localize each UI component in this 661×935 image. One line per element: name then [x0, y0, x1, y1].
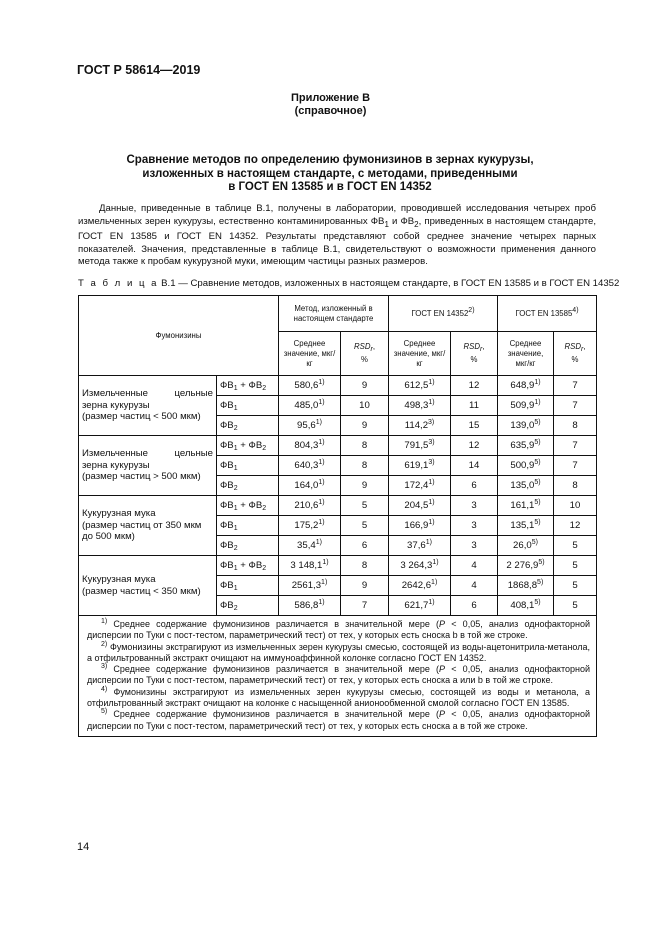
mean-value: 114,2$^{3)}$ [389, 416, 451, 436]
footnote: $^{4)}$ Фумонизины экстрагируют из измельченных зерен кукурузы смесью, состоящей из воды и метанола, а отфильтрованный экстракт очищают на колонке с насыщенной анионообменной смолой согласно ГОСТ EN 13585. [87, 685, 590, 709]
intro-text: , приведенных в настоящем стандарте, ГОСТ EN 13585 и ГОСТ EN 14352. Результаты представляют собой среднее значение четырех парных показателей. Значения, представленные в таблице В.1, свидетельствуют о возможности применения данного метода также к пробам кукурузной муки, имеющим частицы разных размеров. [78, 215, 596, 268]
footnote: $^{1)}$ Среднее содержание фумонизинов различается в значительной мере (P < 0,05, анализ однофакторной дисперсии по Туки с пост-тестом, параметрический тест) от тех, у которых есть сноска b в той же строке. [87, 618, 590, 641]
rsd-value: 8 [341, 556, 389, 576]
rsd-value: 6 [451, 596, 498, 616]
mean-value: 619,1$^{3)}$ [389, 456, 451, 476]
rsd-value: 4 [451, 576, 498, 596]
rsd-value: 5 [554, 596, 597, 616]
mean-value: 509,9$^{1)}$ [498, 396, 554, 416]
mean-value: 2561,3$^{1)}$ [279, 576, 341, 596]
table-row [79, 496, 597, 516]
mean-value: 500,9$^{5)}$ [498, 456, 554, 476]
rsd-value: 15 [451, 416, 498, 436]
sample-description [79, 376, 217, 436]
sample-description-line: Кукурузная мука [82, 508, 156, 520]
mean-value: 172,4$^{1)}$ [389, 476, 451, 496]
mean-value: 135,1$^{5)}$ [498, 516, 554, 536]
rsd-value: 5 [341, 516, 389, 536]
mean-value: 804,3$^{1)}$ [279, 436, 341, 456]
fumonisin-type: $ФВ_2$ [217, 596, 279, 616]
sample-description-line: зерна кукурузы [82, 399, 150, 411]
sample-description-line: Измельченные цельные [82, 448, 213, 460]
footnote: $^{5)}$ Среднее содержание фумонизинов различается в значительной мере (P < 0,05, анализ однофакторной дисперсии по Туки с пост-тестом, параметрический тест) от тех, у которых есть сноска a в той же строке. [87, 708, 590, 731]
table-caption-text: — Сравнение методов, изложенных в настоящем стандарте, в ГОСТ EN 13585 и в ГОСТ EN 14352 [178, 278, 620, 289]
fumonisin-type: $ФВ_1$ [217, 456, 279, 476]
rsd-value: 8 [341, 456, 389, 476]
mean-value: 586,8$^{1)}$ [279, 596, 341, 616]
mean-value: 35,4$^{1)}$ [279, 536, 341, 556]
mean-value: 648,9$^{1)}$ [498, 376, 554, 396]
sample-description-line: до 500 мкм) [82, 531, 135, 543]
mean-value-header: Среднее значение, мкг/кг [389, 332, 451, 376]
rsd-value: 3 [451, 536, 498, 556]
sample-description-line: (размер частиц < 350 мкм) [82, 585, 201, 597]
sample-description [79, 436, 217, 496]
rsd-value: 8 [554, 416, 597, 436]
table-footnotes [79, 616, 597, 737]
rsd-value: 10 [341, 396, 389, 416]
sample-description-line: зерна кукурузы [82, 459, 150, 471]
fumonisins-header: Фумонизины [79, 296, 279, 376]
intro-subscript: 1 [384, 219, 389, 229]
mean-value: 175,2$^{1)}$ [279, 516, 341, 536]
rsd-value: 9 [341, 376, 389, 396]
mean-value: 1868,8$^{5)}$ [498, 576, 554, 596]
fumonisin-type: $ФВ_2$ [217, 536, 279, 556]
rsd-value: 7 [554, 376, 597, 396]
fumonisin-type: $ФВ_2$ [217, 416, 279, 436]
mean-value: 164,0$^{1)}$ [279, 476, 341, 496]
fumonisin-type: $ФВ_1 + ФВ_2$ [217, 376, 279, 396]
rsd-value: 5 [554, 576, 597, 596]
table-caption [78, 278, 619, 289]
table-row [79, 436, 597, 456]
fumonisin-type: $ФВ_2$ [217, 476, 279, 496]
mean-value: 166,9$^{1)}$ [389, 516, 451, 536]
sample-description [79, 556, 217, 616]
rsd-value: 7 [554, 396, 597, 416]
method-header: Метод, изложенный в настоящем стандарте [279, 296, 389, 332]
mean-value: 3 148,1$^{1)}$ [279, 556, 341, 576]
method-header: ГОСТ EN 13585$^{4)}$ [498, 296, 597, 332]
fumonisin-type: $ФВ_1 + ФВ_2$ [217, 436, 279, 456]
rsd-value: 5 [341, 496, 389, 516]
mean-value: 612,5$^{1)}$ [389, 376, 451, 396]
comparison-table [78, 295, 597, 737]
mean-value-header: Среднее значение, мкг/кг [279, 332, 341, 376]
rsd-value: 7 [554, 436, 597, 456]
fumonisin-type: $ФВ_1 + ФВ_2$ [217, 496, 279, 516]
table-caption-label: Т а б л и ц а [78, 278, 159, 289]
mean-value: 2642,6$^{1)}$ [389, 576, 451, 596]
fumonisin-type: $ФВ_1$ [217, 516, 279, 536]
rsd-value: 12 [554, 516, 597, 536]
rsd-value: 6 [451, 476, 498, 496]
intro-paragraph [78, 203, 596, 269]
mean-value: 580,6$^{1)}$ [279, 376, 341, 396]
table-row [79, 376, 597, 396]
table-caption-number: В.1 [161, 278, 176, 289]
rsd-header: $RSD_r$, % [341, 332, 389, 376]
table-row [79, 556, 597, 576]
footnote: $^{3)}$ Среднее содержание фумонизинов различается в значительной мере (P < 0,05, анализ однофакторной дисперсии по Туки с пост-тестом, параметрический тест) от тех, у которых есть сноска a или b в той же строке. [87, 663, 590, 686]
rsd-value: 3 [451, 516, 498, 536]
fumonisin-type: $ФВ_1$ [217, 396, 279, 416]
sample-description-line: Измельченные цельные [82, 388, 213, 400]
heading-line: в ГОСТ EN 13585 и в ГОСТ EN 14352 [228, 181, 432, 193]
sample-description-line: (размер частиц < 500 мкм) [82, 411, 201, 423]
rsd-value: 4 [451, 556, 498, 576]
rsd-value: 9 [341, 416, 389, 436]
sample-description-line: (размер частиц > 500 мкм) [82, 471, 201, 483]
rsd-value: 12 [451, 376, 498, 396]
mean-value: 408,1$^{5)}$ [498, 596, 554, 616]
intro-text: Данные, приведенные в таблице В.1, получены в лаборатории, проводившей исследования четырех проб измельченных зерен кукурузы, естественно контаминированных ФВ [78, 203, 596, 227]
rsd-value: 14 [451, 456, 498, 476]
heading-line: Сравнение методов по определению фумонизинов в зернах кукурузы, [126, 154, 534, 166]
rsd-header: $RSD_r$, % [554, 332, 597, 376]
mean-value: 791,5$^{3)}$ [389, 436, 451, 456]
mean-value: 26,0$^{5)}$ [498, 536, 554, 556]
mean-value: 135,0$^{5)}$ [498, 476, 554, 496]
sample-description [79, 496, 217, 556]
rsd-value: 6 [341, 536, 389, 556]
appendix-status: (справочное) [294, 105, 367, 117]
mean-value: 640,3$^{1)}$ [279, 456, 341, 476]
mean-value: 139,0$^{5)}$ [498, 416, 554, 436]
rsd-value: 12 [451, 436, 498, 456]
rsd-value: 5 [554, 556, 597, 576]
mean-value: 3 264,3$^{1)}$ [389, 556, 451, 576]
intro-text: и ФВ [388, 215, 415, 227]
heading-line: изложенных в настоящем стандарте, с методами, приведенными [142, 167, 518, 180]
rsd-value: 11 [451, 396, 498, 416]
mean-value: 204,5$^{1)}$ [389, 496, 451, 516]
rsd-value: 5 [554, 536, 597, 556]
rsd-value: 3 [451, 496, 498, 516]
section-heading [120, 154, 540, 195]
fumonisin-type: $ФВ_1$ [217, 576, 279, 596]
mean-value: 2 276,9$^{5)}$ [498, 556, 554, 576]
method-header: ГОСТ EN 14352$^{2)}$ [389, 296, 498, 332]
mean-value: 37,6$^{1)}$ [389, 536, 451, 556]
rsd-header: $RSD_r$, % [451, 332, 498, 376]
mean-value: 621,7$^{1)}$ [389, 596, 451, 616]
mean-value: 635,9$^{5)}$ [498, 436, 554, 456]
footnote: $^{2)}$ Фумонизины экстрагируют из измельченных зерен кукурузы смесью, состоящей из воды-ацетонитрила-метанола, а отфильтрованный экстракт очищают на иммуноаффинной колонке согласно ГОСТ EN 14352. [87, 640, 590, 663]
sample-description-line: (размер частиц от 350 мкм [82, 519, 202, 531]
mean-value: 95,6$^{1)}$ [279, 416, 341, 436]
rsd-value: 8 [341, 436, 389, 456]
mean-value: 210,6$^{1)}$ [279, 496, 341, 516]
mean-value-header: Среднее значение, мкг/кг [498, 332, 554, 376]
rsd-value: 7 [341, 596, 389, 616]
sample-description-line: Кукурузная мука [82, 574, 156, 585]
rsd-value: 9 [341, 476, 389, 496]
rsd-value: 8 [554, 476, 597, 496]
mean-value: 161,1$^{5)}$ [498, 496, 554, 516]
appendix-heading [0, 92, 661, 118]
page-number: 14 [77, 841, 90, 853]
rsd-value: 7 [554, 456, 597, 476]
fumonisin-type: $ФВ_1 + ФВ_2$ [217, 556, 279, 576]
mean-value: 485,0$^{1)}$ [279, 396, 341, 416]
rsd-value: 10 [554, 496, 597, 516]
rsd-value: 9 [341, 576, 389, 596]
appendix-title: Приложение В [290, 92, 371, 104]
intro-subscript: 2 [414, 219, 419, 229]
standard-code: ГОСТ Р 58614—2019 [77, 63, 201, 77]
mean-value: 498,3$^{1)}$ [389, 396, 451, 416]
